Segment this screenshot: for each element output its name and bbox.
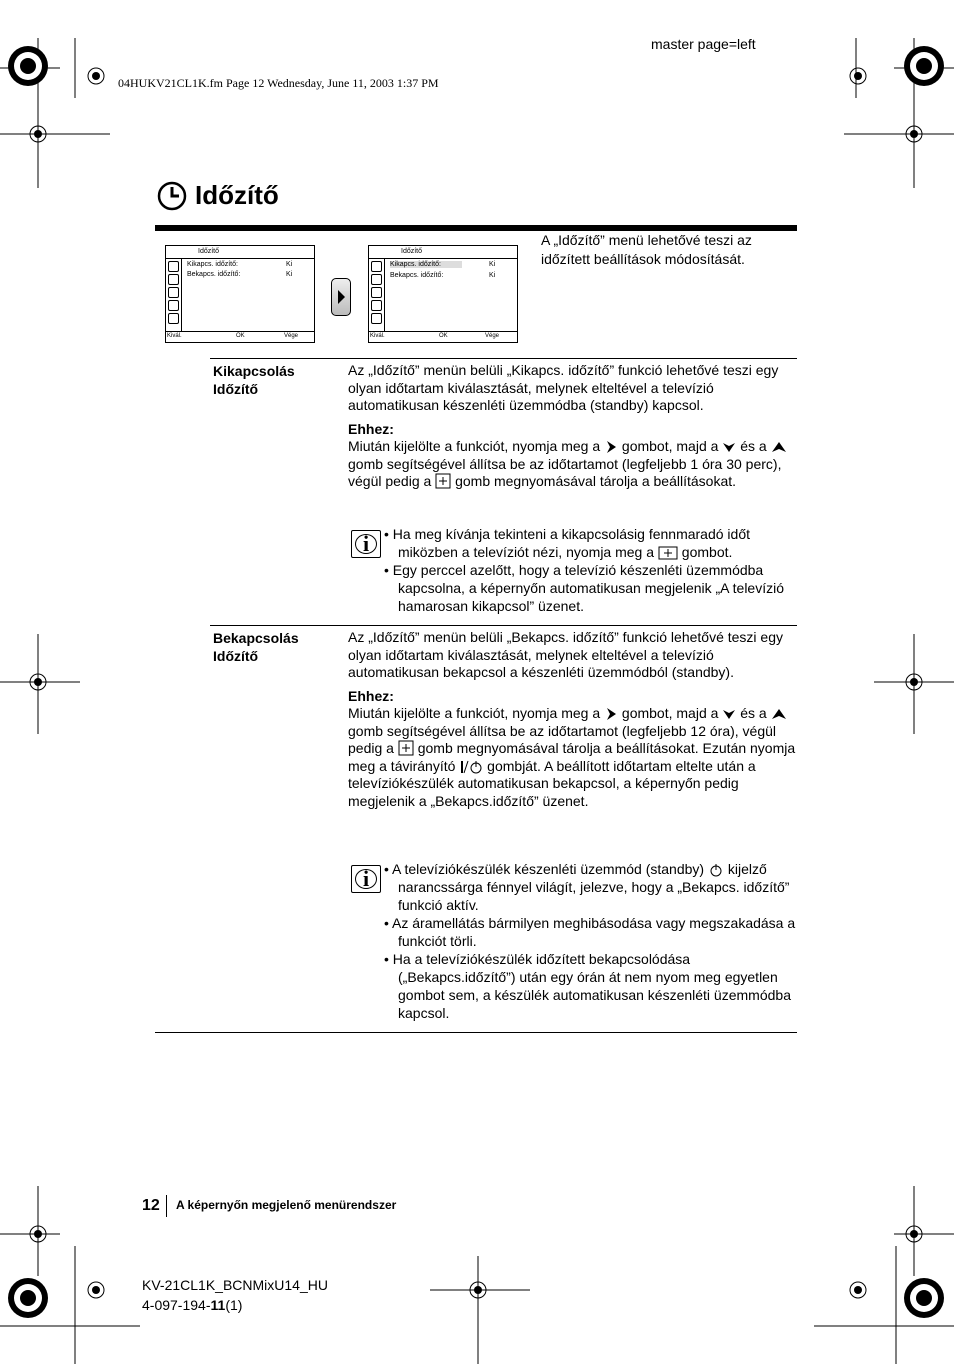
section-body-bekapcsolas	[348, 629, 796, 816]
menu-row-value: Ki	[286, 271, 293, 278]
menu-screen-2	[368, 245, 518, 343]
footer-model-info	[142, 1275, 328, 1315]
menu-row-value: Ki	[489, 261, 496, 268]
section-description: Az „Időzítő” menün belüli „Bekapcs. időzítő” funkció lehetővé teszi egy olyan időtartam kiválasztását, melynek elteltével a televízió automatikusan bekapcsol a készenléti üzemmódból (standby).	[348, 629, 783, 680]
note-item: • A televíziókészülék készenléti üzemmód (standby) kijelző narancssárga fénnyel világít, jelezve, hogy a „Bekapcs. időzítő” funkció aktív.	[384, 861, 790, 913]
master-page-label: master page=left	[651, 36, 756, 52]
section-label-kikapcsolas	[213, 362, 333, 398]
page-title	[157, 180, 279, 211]
section-divider	[210, 358, 797, 359]
footer-separator	[166, 1195, 167, 1217]
section-divider-bottom	[155, 1032, 797, 1033]
down-arrow-icon	[722, 440, 736, 454]
registration-mark-tr	[844, 38, 954, 188]
label-line: Kikapcsolás	[213, 363, 295, 379]
ok-button-icon	[435, 473, 451, 489]
info-icon: i	[351, 530, 381, 558]
registration-mark-bc	[430, 1256, 530, 1364]
intro-text: A „Időzítő” menü lehetővé teszi az időzített beállítások módosítását.	[541, 232, 752, 267]
registration-mark-ml	[0, 634, 80, 734]
ok-button-icon	[398, 740, 414, 756]
ehhez-heading: Ehhez:	[348, 420, 394, 437]
label-line: Időzítő	[213, 648, 259, 664]
registration-mark-tl	[0, 38, 110, 188]
screen-header: Időzítő	[198, 248, 220, 255]
section-label-bekapcsolas	[213, 629, 333, 665]
menu-row-value: Ki	[489, 272, 496, 279]
arrow-right-icon	[332, 279, 350, 315]
label-line: Bekapcsolás	[213, 630, 299, 646]
menu-row-value: Ki	[286, 261, 293, 268]
menu-icons	[369, 259, 385, 331]
note-item: • Az áramellátás bármilyen meghibásodása vagy megszakadása a funkciót törli.	[384, 915, 796, 949]
section-description: Az „Időzítő” menün belüli „Kikapcs. időzítő” funkció lehetővé teszi egy olyan időtartam kiválasztását, melynek elteltével a televízió automatikusan készenléti üzemmódba (standby) kapcsol.	[348, 362, 779, 413]
title-text: Időzítő	[195, 180, 279, 210]
footer-ok: OK	[439, 333, 448, 339]
registration-mark-bl	[0, 1186, 140, 1364]
footer-section-title: A képernyőn megjelenő menürendszer	[176, 1198, 397, 1212]
part-number: 4-097-194-11(1)	[142, 1297, 243, 1313]
clock-icon	[157, 181, 187, 211]
menu-row-label: Bekapcs. időzítő:	[187, 271, 241, 278]
registration-mark-br	[814, 1186, 954, 1364]
note-item: • Ha a televíziókészülék időzített bekapcsolódása („Bekapcs.időzítő”) után egy órán át nem nyom meg egyetlen gombot sem, a készülék automatikusan készenléti üzemmódba kapcsol.	[384, 951, 791, 1021]
info-display-button-icon	[658, 546, 678, 560]
footer-select: Kivál.	[167, 333, 182, 339]
menu-screen-1	[165, 245, 315, 343]
menu-row-label: Kikapcs. időzítő:	[187, 261, 238, 268]
next-arrow-button	[331, 278, 351, 316]
right-arrow-icon	[604, 707, 618, 721]
notes-bekapcsolas	[384, 860, 796, 1022]
footer-end: Vége	[284, 333, 299, 339]
down-arrow-icon	[722, 707, 736, 721]
up-arrow-icon	[771, 707, 787, 721]
ehhez-heading: Ehhez:	[348, 687, 394, 704]
footer-select: Kivál.	[370, 333, 385, 339]
menu-row-label: Bekapcs. időzítő:	[390, 272, 444, 279]
menu-row-label-highlighted: Kikapcs. időzítő:	[390, 261, 462, 268]
right-arrow-icon	[604, 440, 618, 454]
up-arrow-icon	[771, 440, 787, 454]
model-code: KV-21CL1K_BCNMixU14_HU	[142, 1277, 328, 1293]
power-button-icon	[459, 760, 483, 774]
menu-icons	[166, 259, 182, 331]
section-body-kikapcsolas	[348, 362, 796, 497]
section-steps: Miután kijelölte a funkciót, nyomja meg a gombot, majd a és a gomb segítségével állítsa be az időtartamot (legfeljebb 12 óra), végül pedig a gomb megnyomásával tárolja a beállításokat. Ezután nyomja meg a távirányító gombját. A beállított időtartam eltelte után a televíziókészülék automatikusan bekapcsol, a képernyőn pedig megjelenik a „Bekapcs.időzítő” üzenet.	[348, 705, 796, 809]
info-icon: i	[351, 865, 381, 893]
section-divider	[210, 625, 797, 626]
footer-ok: OK	[236, 333, 245, 339]
notes-kikapcsolas	[384, 525, 796, 615]
page-number: 12	[142, 1197, 160, 1214]
section-steps: Miután kijelölte a funkciót, nyomja meg a gombot, majd a és a gomb segítségével állítsa be az időtartamot (legfeljebb 1 óra 30 perc), végül pedig a gomb megnyomásával tárolja a beállításokat.	[348, 438, 796, 491]
footer-end: Vége	[485, 333, 500, 339]
note-item: • Ha meg kívánja tekinteni a kikapcsolásig fennmaradó időt miközben a televíziót nézi, nyomja meg a gombot.	[384, 526, 750, 560]
registration-mark-mr	[874, 634, 954, 734]
screen-header: Időzítő	[401, 248, 423, 255]
note-item: • Egy perccel azelőtt, hogy a televízió készenléti üzemmódba kapcsolna, a képernyőn automatikusan megjelenik „A televízió hamarosan kikapcsol” üzenet.	[384, 562, 784, 614]
file-info: 04HUKV21CL1K.fm Page 12 Wednesday, June 11, 2003 1:37 PM	[118, 76, 439, 90]
label-line: Időzítő	[213, 381, 259, 397]
standby-indicator-icon	[708, 863, 724, 877]
